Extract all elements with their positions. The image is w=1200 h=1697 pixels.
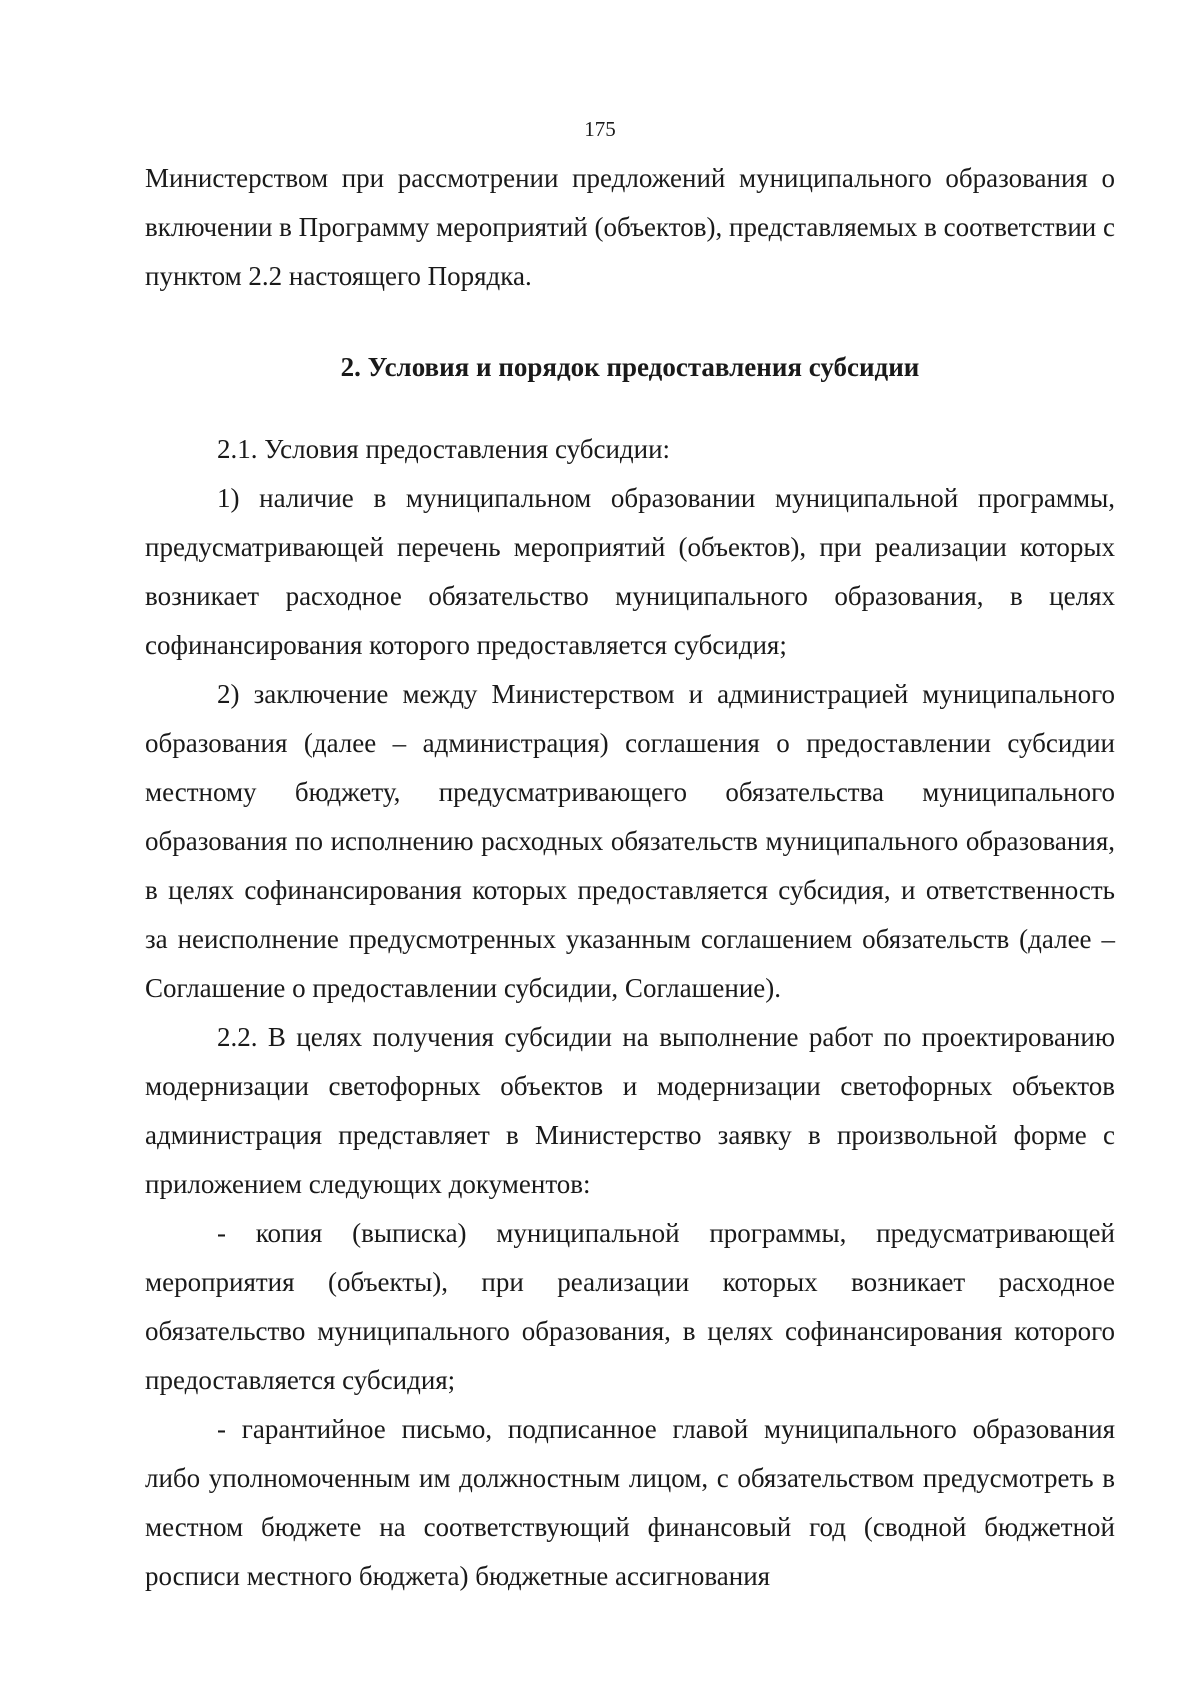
paragraph-condition-2: 2) заключение между Министерством и администрацией муниципального образования (далее – администрация) соглашения о предоставлении субсидии местному бюджету, предусматривающего обязательства муниципального образования по исполнению расходных обязательств муниципального образования, в целях софинансирования которых предоставляется субсидия, и ответственность за неисполнение предусмотренных указанным соглашением обязательств (далее – Соглашение о предоставлении субсидии, Соглашение). <box>145 679 1115 1003</box>
paragraph-continuation: Министерством при рассмотрении предложений муниципального образования о включении в Программу мероприятий (объектов), представляемых в соответствии с пунктом 2.2 настоящего Порядка. <box>145 163 1115 291</box>
paragraph-condition-1: 1) наличие в муниципальном образовании муниципальной программы, предусматривающей перечень мероприятий (объектов), при реализации которых возникает расходное обязательство муниципального образования, в целях софинансирования которого предоставляется субсидия; <box>145 483 1115 660</box>
paragraph-2-2: 2.2. В целях получения субсидии на выполнение работ по проектированию модернизации светофорных объектов и модернизации светофорных объектов администрация представляет в Министерство заявку в произвольной форме с приложением следующих документов: <box>145 1022 1115 1199</box>
list-item-guarantee-letter: - гарантийное письмо, подписанное главой муниципального образования либо уполномоченным им должностным лицом, с обязательством предусмотреть в местном бюджете на соответствующий финансовый год (сводной бюджетной росписи местного бюджета) бюджетные ассигнования <box>145 1414 1115 1591</box>
paragraph-2-1: 2.1. Условия предоставления субсидии: <box>217 434 671 464</box>
document-body <box>145 154 1115 1601</box>
list-item-program-copy: - копия (выписка) муниципальной программы, предусматривающей мероприятия (объекты), при реализации которых возникает расходное обязательство муниципального образования, в целях софинансирования которого предоставляется субсидия; <box>145 1218 1115 1395</box>
page-number: 175 <box>584 117 616 141</box>
section-heading: 2. Условия и порядок предоставления субсидии <box>340 352 920 382</box>
